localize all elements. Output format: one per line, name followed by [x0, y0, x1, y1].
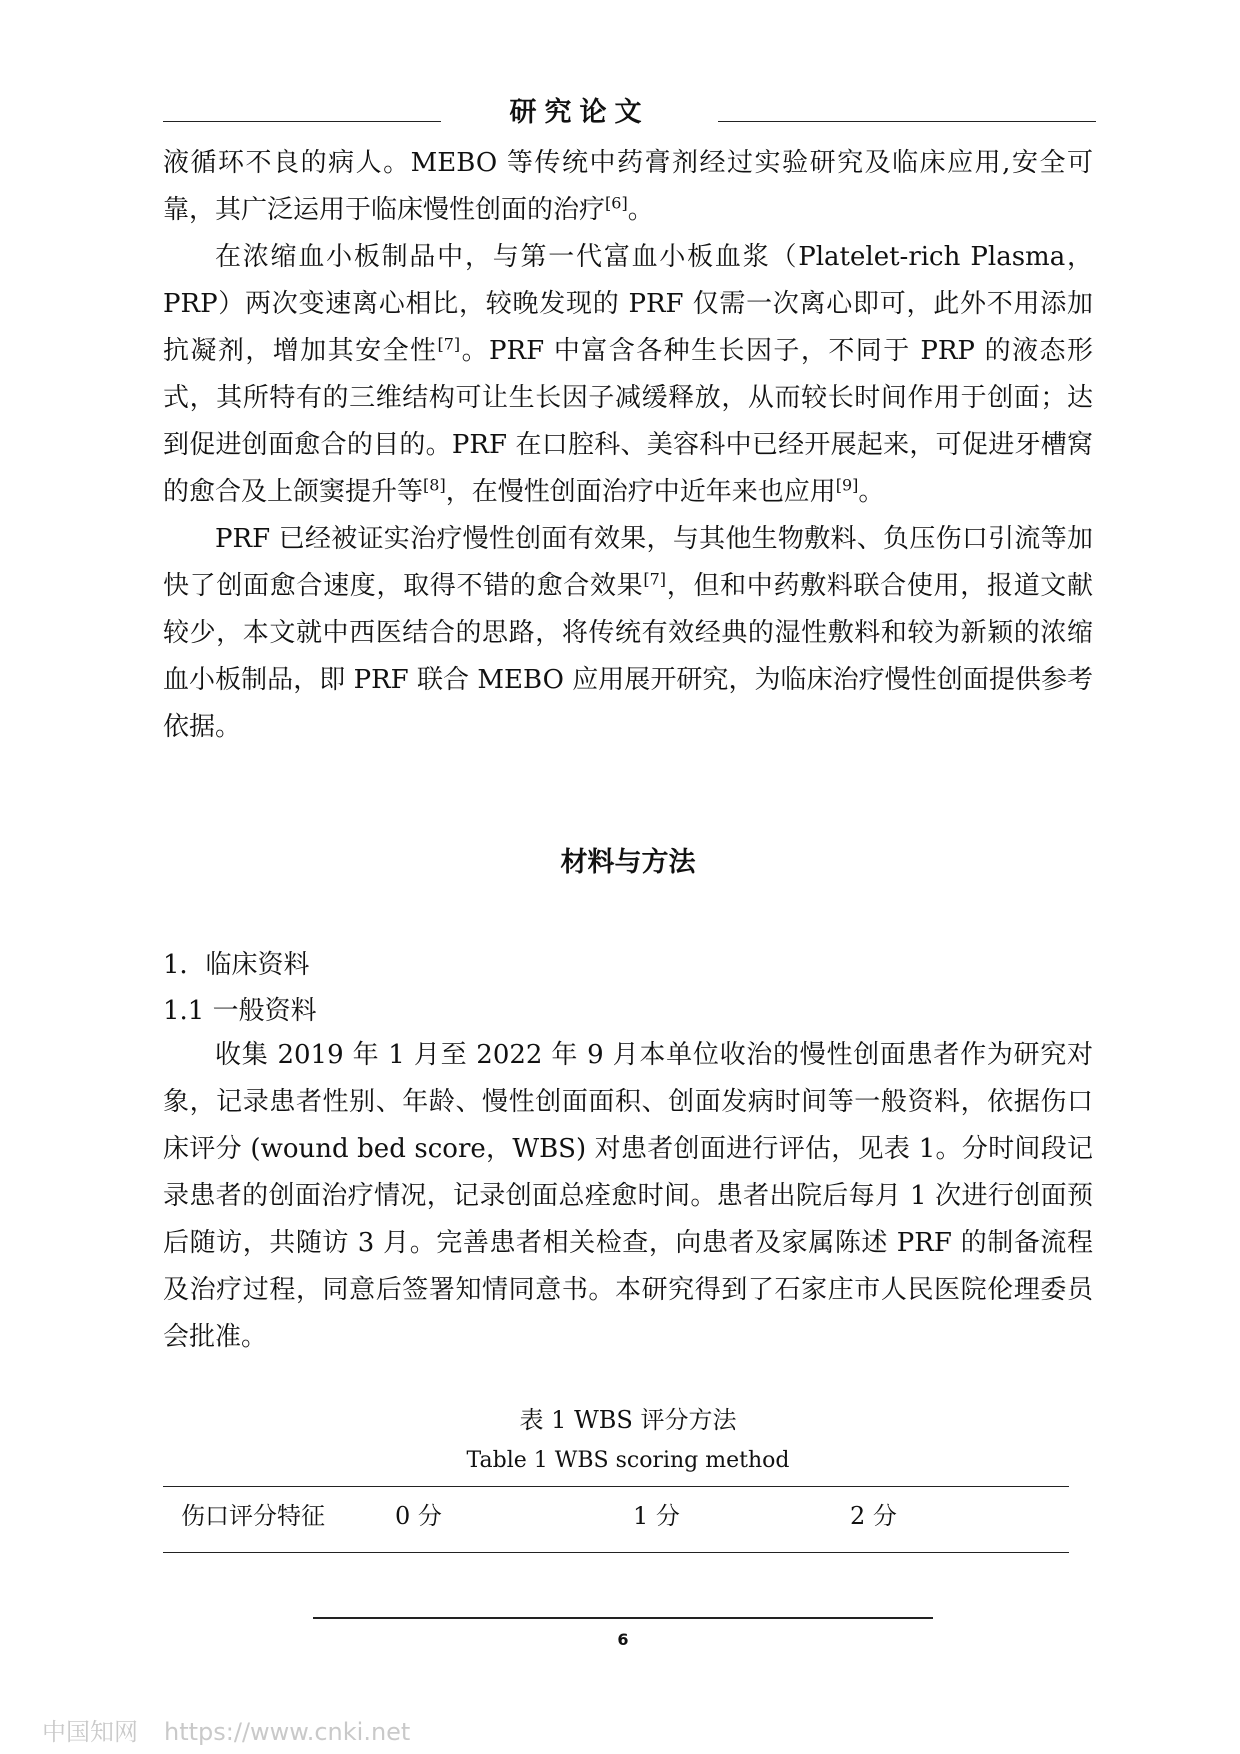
table-caption-zh: 表 1 WBS 评分方法: [519, 1406, 737, 1434]
table-header-1: 1 分: [633, 1502, 680, 1530]
header-rule-right: [718, 121, 1096, 122]
citation-7: [7]: [437, 334, 461, 354]
heading-clinical-data: 1．临床资料: [163, 950, 310, 980]
watermark: [42, 1712, 436, 1747]
table-header-rule: [163, 1552, 1069, 1553]
paragraph-2: 在浓缩血小板制品中，与第一代富血小板血浆（Platelet-rich Plasma，PRP）两次变速离心相比，较晚发现的 PRF 仅需一次离心即可，此外不用添加抗凝剂，增加其安全性[7]。PRF 中富含各种生长因子，不同于 PRP 的液态形式，其所特有的三维结构可让生长因子减缓释放，从而较长时间作用于创面；达到促进创面愈合的目的。PRF 在口腔科、美容科中已经开展起来，可促进牙槽窝的愈合及上颌窦提升等[8]，在慢性创面治疗中近年来也应用[9]。: [163, 242, 1093, 507]
watermark-url: https://www.cnki.net: [164, 1718, 411, 1746]
citation-6: [6]: [605, 193, 628, 213]
table-header-2: 2 分: [850, 1502, 897, 1530]
citation-7b: [7]: [643, 569, 667, 589]
heading-general-data: 1.1 一般资料: [163, 996, 317, 1026]
running-header: 研究论文: [509, 97, 650, 128]
table-top-rule: [163, 1486, 1069, 1487]
table-header-feature: 伤口评分特征: [181, 1502, 325, 1530]
methods-section: [163, 1032, 1093, 1361]
paragraph-1: 液循环不良的病人。MEBO 等传统中药膏剂经过实验研究及临床应用,安全可靠，其广泛运用于临床慢性创面的治疗[6]。: [163, 148, 1093, 225]
header-rule-left: [163, 121, 441, 122]
methods-paragraph: 收集 2019 年 1 月至 2022 年 9 月本单位收治的慢性创面患者作为研究对象，记录患者性别、年龄、慢性创面面积、创面发病时间等一般资料，依据伤口床评分 (wound bed score，WBS) 对患者创面进行评估，见表 1。分时间段记录患者的创面治疗情况，记录创面总痊愈时间。患者出院后每月 1 次进行创面预后随访，共随访 3 月。完善患者相关检查，向患者及家属陈述 PRF 的制备流程及治疗过程，同意后签署知情同意书。本研究得到了石家庄市人民医院伦理委员会批准。: [163, 1040, 1093, 1352]
table-header-0: 0 分: [395, 1502, 442, 1530]
intro-section: [163, 140, 1093, 751]
page-number: 6: [617, 1630, 629, 1649]
table-caption-en: Table 1 WBS scoring method: [466, 1448, 790, 1473]
section-title-methods: 材料与方法: [560, 847, 696, 878]
citation-8: [8]: [423, 475, 446, 495]
citation-9: [9]: [835, 475, 859, 495]
paragraph-3: PRF 已经被证实治疗慢性创面有效果，与其他生物敷料、负压伤口引流等加快了创面愈合速度，取得不错的愈合效果[7]，但和中药敷料联合使用，报道文献较少，本文就中西医结合的思路，将传统有效经典的湿性敷料和较为新颖的浓缩血小板制品，即 PRF 联合 MEBO 应用展开研究，为临床治疗慢性创面提供参考依据。: [163, 524, 1093, 742]
footer-rule: [313, 1617, 933, 1619]
watermark-site: 中国知网: [42, 1718, 138, 1746]
